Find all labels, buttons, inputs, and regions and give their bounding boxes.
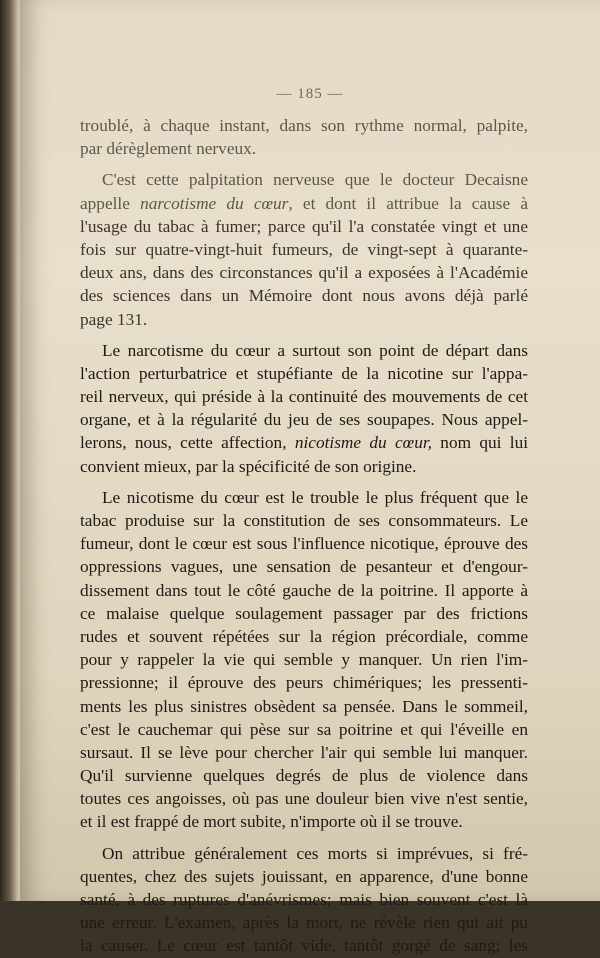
text-line: reil nerveux, qui préside à la continuité des mouvements de cet [80, 387, 528, 407]
text-line: c'est le cauchemar qui pèse sur sa poitrine et qui l'éveille en [80, 719, 528, 739]
text-line: appelle narcotisme du cœur, et dont il attribue la cause à [80, 193, 528, 213]
text-line: ments les plus sinistres obsèdent sa pensée. Dans le sommeil, [80, 696, 528, 716]
text-line: toutes ces angoisses, où pas une douleur bien vive n'est sentie, [80, 789, 528, 809]
text-line: Qu'il survienne quelques degrés de plus de violence dans [80, 766, 528, 786]
text-line: On attribue généralement ces morts si imprévues, si fré- [102, 843, 528, 863]
text-line: santé, à des ruptures d'anévrismes; mais bien souvent c'est là [80, 890, 528, 909]
italic-term: nicotisme du cœur, [294, 433, 432, 453]
text-line: C'est cette palpitation nerveuse que le docteur Decaisne [102, 170, 528, 190]
body-text [80, 114, 528, 958]
text-line: troublé, à chaque instant, dans son rythme normal, palpite, [80, 116, 528, 135]
text-line: lerons, nous, cette affection, nicotisme du cœur, nom qui lui [80, 433, 529, 453]
text-line: sursaut. Il se lève pour chercher l'air qui semble lui manquer. [80, 742, 528, 762]
text-line: ce malaise quelque soulagement passager par des frictions [80, 603, 528, 623]
text-line: quentes, chez des sujets jouissant, en apparence, d'une bonne [80, 866, 528, 886]
text-line: l'action perturbatrice et stupéfiante de la nicotine sur l'appa- [80, 363, 528, 383]
text-line: la causer. Le cœur est tantôt vide, tantôt gorgé de sang; les [80, 936, 528, 956]
italic-term: narcotisme du cœur [140, 193, 289, 213]
text-line: l'usage du tabac à fumer; parce qu'il l'a constatée vingt et une [80, 216, 528, 236]
text-line: dissement dans tout le côté gauche de la poitrine. Il apporte à [80, 580, 528, 600]
text-line: deux ans, dans des circonstances qu'il a exposées à l'Académie [80, 263, 528, 283]
text-line: fois sur quatre-vingt-huit fumeurs, de vingt-sept à quarante- [80, 239, 528, 259]
text-line: Le narcotisme du cœur a surtout son point de départ dans [102, 340, 528, 360]
text-line: Le nicotisme du cœur est le trouble le plus fréquent que le [102, 487, 528, 507]
text-line: oppressions vagues, une sensation de pesanteur et d'engour- [80, 557, 528, 577]
text-line: pour y rappeler la vie qui semble y manquer. Un rien l'im- [80, 650, 528, 670]
book-page [20, 0, 600, 956]
text-line: tabac produise sur la constitution de ses consommateurs. Le [80, 511, 528, 530]
page-number: — 185 — [276, 86, 344, 102]
text-line: pressionne; il éprouve des peurs chimériques; les pressenti- [80, 673, 528, 693]
text-line: fumeur, dont le cœur est sous l'influence nicotique, éprouve des [80, 534, 528, 554]
text-line: des sciences dans un Mémoire dont nous avons déjà parlé [80, 286, 528, 306]
text-line: organe, et à la régularité du jeu de ses soupapes. Nous appel- [80, 410, 528, 430]
paragraph-gap [80, 331, 528, 339]
text-line: et il est frappé de mort subite, n'importe où il se trouve. [80, 812, 463, 832]
text-line: par dérèglement nerveux. [80, 139, 257, 159]
text-line: page 131. [80, 309, 148, 329]
paragraph-gap [80, 834, 528, 842]
text-line: une erreur. L'examen, après la mort, ne révèle rien qui ait pu [80, 913, 528, 933]
text-line: rudes et souvent répétées sur la région précordiale, comme [80, 626, 528, 646]
paragraph-gap [80, 478, 528, 486]
text-line: convient mieux, par la spécificité de son origine. [80, 456, 417, 476]
paragraph-gap [80, 160, 528, 168]
